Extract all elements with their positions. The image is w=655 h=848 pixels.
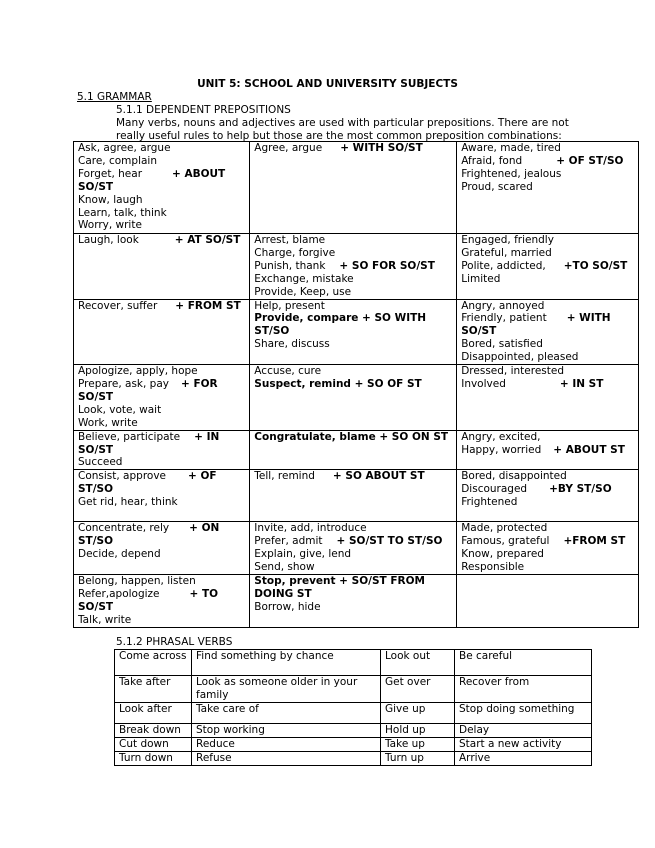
table-cell: Invite, add, introduce Prefer, admit + SO/ST TO ST/SO Explain, give, lend Send, show	[250, 522, 457, 575]
table-row	[115, 703, 592, 724]
prepositions-table	[73, 141, 639, 628]
table-cell: Take after	[115, 676, 192, 703]
table-cell: Stop doing something	[455, 703, 592, 724]
table-cell: Turn up	[381, 751, 455, 765]
table-cell: Angry, excited, Happy, worried + ABOUT ST	[457, 430, 639, 470]
table-cell: Give up	[381, 703, 455, 724]
table-cell: Stop, prevent + SO/ST FROM DOING ST Borrow, hide	[250, 574, 457, 627]
table-cell: Look out	[381, 650, 455, 676]
table-cell	[457, 574, 639, 627]
table-cell: Recover, suffer + FROM ST	[74, 299, 250, 365]
table-cell: Aware, made, tired Afraid, fond + OF ST/SO Frightened, jealous Proud, scared	[457, 142, 639, 234]
table-cell: Recover from	[455, 676, 592, 703]
table-cell: Delay	[455, 724, 592, 738]
table-cell: Agree, argue + WITH SO/ST	[250, 142, 457, 234]
table-cell: Take care of	[192, 703, 381, 724]
table-row	[115, 737, 592, 751]
intro-paragraph: Many verbs, nouns and adjectives are used with particular prepositions. There are not really useful rules to help but those are the most common preposition combinations:	[116, 117, 569, 142]
table-row	[74, 522, 639, 575]
table-cell: Stop working	[192, 724, 381, 738]
table-cell: Concentrate, rely + ON ST/SO Decide, depend	[74, 522, 250, 575]
table-cell: Consist, approve + OF ST/SO Get rid, hear, think	[74, 470, 250, 522]
table-cell: Look as someone older in your family	[192, 676, 381, 703]
table-row	[74, 142, 639, 234]
table-cell: Ask, agree, argue Care, complain Forget, hear + ABOUT SO/ST Know, laugh Learn, talk, think Worry, write	[74, 142, 250, 234]
table-row	[115, 650, 592, 676]
table-row	[115, 676, 592, 703]
table-cell: Start a new activity	[455, 737, 592, 751]
table-cell: Come across	[115, 650, 192, 676]
table-cell: Apologize, apply, hope Prepare, ask, pay + FOR SO/ST Look, vote, wait Work, write	[74, 365, 250, 431]
table-row	[115, 751, 592, 765]
table-cell: Break down	[115, 724, 192, 738]
table-cell: Take up	[381, 737, 455, 751]
table-row	[74, 365, 639, 431]
table-cell: Reduce	[192, 737, 381, 751]
table-cell: Cut down	[115, 737, 192, 751]
table-cell: Believe, participate + IN SO/ST Succeed	[74, 430, 250, 470]
table-row	[74, 574, 639, 627]
table-cell: Help, present Provide, compare + SO WITH ST/SO Share, discuss	[250, 299, 457, 365]
table-cell: Find something by chance	[192, 650, 381, 676]
table-row	[115, 724, 592, 738]
table-cell: Bored, disappointed Discouraged +BY ST/SO Frightened	[457, 470, 639, 522]
table-row	[74, 430, 639, 470]
table-cell: Congratulate, blame + SO ON ST	[250, 430, 457, 470]
table-cell: Accuse, cure Suspect, remind + SO OF ST	[250, 365, 457, 431]
table-cell: Laugh, look + AT SO/ST	[74, 234, 250, 300]
table-cell: Turn down	[115, 751, 192, 765]
section-heading: 5.1 GRAMMAR	[77, 91, 152, 103]
table-cell: Made, protected Famous, grateful +FROM ST Know, prepared Responsible	[457, 522, 639, 575]
table-cell: Dressed, interested Involved + IN ST	[457, 365, 639, 431]
phrasal-verbs-table	[114, 649, 592, 766]
table-row	[74, 234, 639, 300]
table-cell: Arrest, blame Charge, forgive Punish, thank + SO FOR SO/ST Exchange, mistake Provide, Keep, use	[250, 234, 457, 300]
table-cell: Refuse	[192, 751, 381, 765]
table-cell: Belong, happen, listen Refer,apologize + TO SO/ST Talk, write	[74, 574, 250, 627]
table-cell: Arrive	[455, 751, 592, 765]
table-row	[74, 470, 639, 522]
subsection-heading-phrasal-verbs: 5.1.2 PHRASAL VERBS	[116, 636, 233, 648]
table-cell: Engaged, friendly Grateful, married Polite, addicted, +TO SO/ST Limited	[457, 234, 639, 300]
table-cell: Hold up	[381, 724, 455, 738]
table-row	[74, 299, 639, 365]
table-cell: Look after	[115, 703, 192, 724]
subsection-heading-prepositions: 5.1.1 DEPENDENT PREPOSITIONS	[116, 104, 291, 116]
table-cell: Be careful	[455, 650, 592, 676]
page-title: UNIT 5: SCHOOL AND UNIVERSITY SUBJECTS	[197, 78, 458, 90]
table-cell: Tell, remind + SO ABOUT ST	[250, 470, 457, 522]
table-cell: Angry, annoyed Friendly, patient + WITH SO/ST Bored, satisfied Disappointed, pleased	[457, 299, 639, 365]
table-cell: Get over	[381, 676, 455, 703]
